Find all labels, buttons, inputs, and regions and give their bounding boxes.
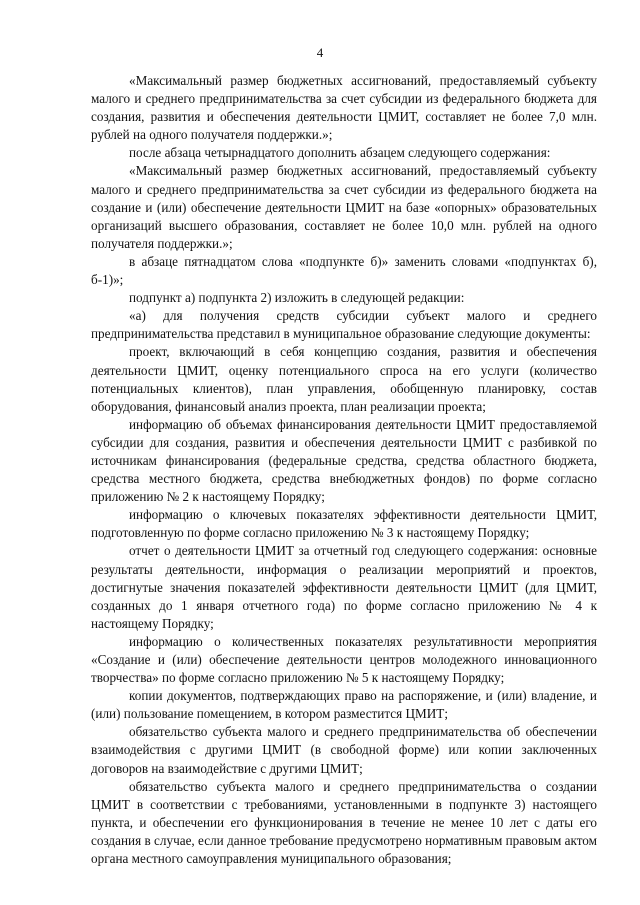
paragraph-14: обязательство субъекта малого и среднего предпринимательства о создании ЦМИТ в соответствии с требованиями, установленными в подпункте 3) настоящего пункта, и обеспечении его функционирования в течение не менее 10 лет с даты его создания в случае, если данное требование предусмотрено нормативным правовым актом органа местного самоуправления муниципального образования;	[91, 778, 597, 867]
paragraph-1: «Максимальный размер бюджетных ассигнований, предоставляемый субъекту малого и среднего предпринимательства за счет субсидии из федерального бюджета для создания, развития и обеспечения деятельности ЦМИТ, составляет не более 7,0 млн. рублей на одного получателя поддержки.»;	[91, 73, 597, 143]
paragraph-2: после абзаца четырнадцатого дополнить абзацем следующего содержания:	[129, 145, 551, 161]
paragraph-4: в абзаце пятнадцатом слова «подпункте б)» заменить словами «подпунктах б), б-1)»;	[91, 253, 597, 288]
paragraph-11: информацию о количественных показателях результативности мероприятия «Создание и (или) обеспечение деятельности центров молодежного инновационного творчества» по форме согласно приложению № 5 к настоящему Порядку;	[91, 633, 597, 686]
document-body	[91, 72, 597, 868]
paragraph-8: информацию об объемах финансирования деятельности ЦМИТ предоставляемой субсидии для создания, развития и обеспечения деятельности ЦМИТ с разбивкой по источникам финансирования (федеральные средства, средства областного бюджета, средства местного бюджета, средства внебюджетных фондов) по форме согласно приложению № 2 к настоящему Порядку;	[91, 416, 597, 505]
paragraph-5: подпункт а) подпункта 2) изложить в следующей редакции:	[129, 290, 465, 306]
paragraph-7: проект, включающий в себя концепцию создания, развития и обеспечения деятельности ЦМИТ, оценку потенциального спроса на его услуги (количество потенциальных клиентов), план управления, обобщенную планировку, состав оборудования, финансовый анализ проекта, план реализации проекта;	[91, 344, 597, 414]
paragraph-12: копии документов, подтверждающих право на распоряжение, и (или) владение, и (или) пользование помещением, в котором разместится ЦМИТ;	[91, 688, 597, 722]
paragraph-9: информацию о ключевых показателях эффективности деятельности ЦМИТ, подготовленную по форме согласно приложению № 3 к настоящему Порядку;	[91, 507, 597, 541]
page-number: 4	[316, 45, 324, 60]
paragraph-6: «а) для получения средств субсидии субъект малого и среднего предпринимательства представил в муниципальное образование следующие документы:	[91, 308, 597, 342]
paragraph-13: обязательство субъекта малого и среднего предпринимательства об обеспечении взаимодействия с другими ЦМИТ (в свободной форме) или копии заключенных договоров на взаимодействие с другими ЦМИТ;	[91, 724, 597, 776]
paragraph-10: отчет о деятельности ЦМИТ за отчетный год следующего содержания: основные результаты деятельности, информация о реализации мероприятий и проектов, достигнутые значения показателей эффективности деятельности ЦМИТ (для ЦМИТ, созданных до 1 января отчетного года) по форме согласно приложению № 4 к настоящему Порядку;	[91, 543, 597, 631]
paragraph-3: «Максимальный размер бюджетных ассигнований, предоставляемый субъекту малого и среднего предпринимательства за счет субсидии из федерального бюджета на создание и (или) обеспечение деятельности ЦМИТ на базе «опорных» образовательных организаций высшего образования, составляет не более 10,0 млн. рублей на одного получателя поддержки.»;	[91, 163, 597, 251]
